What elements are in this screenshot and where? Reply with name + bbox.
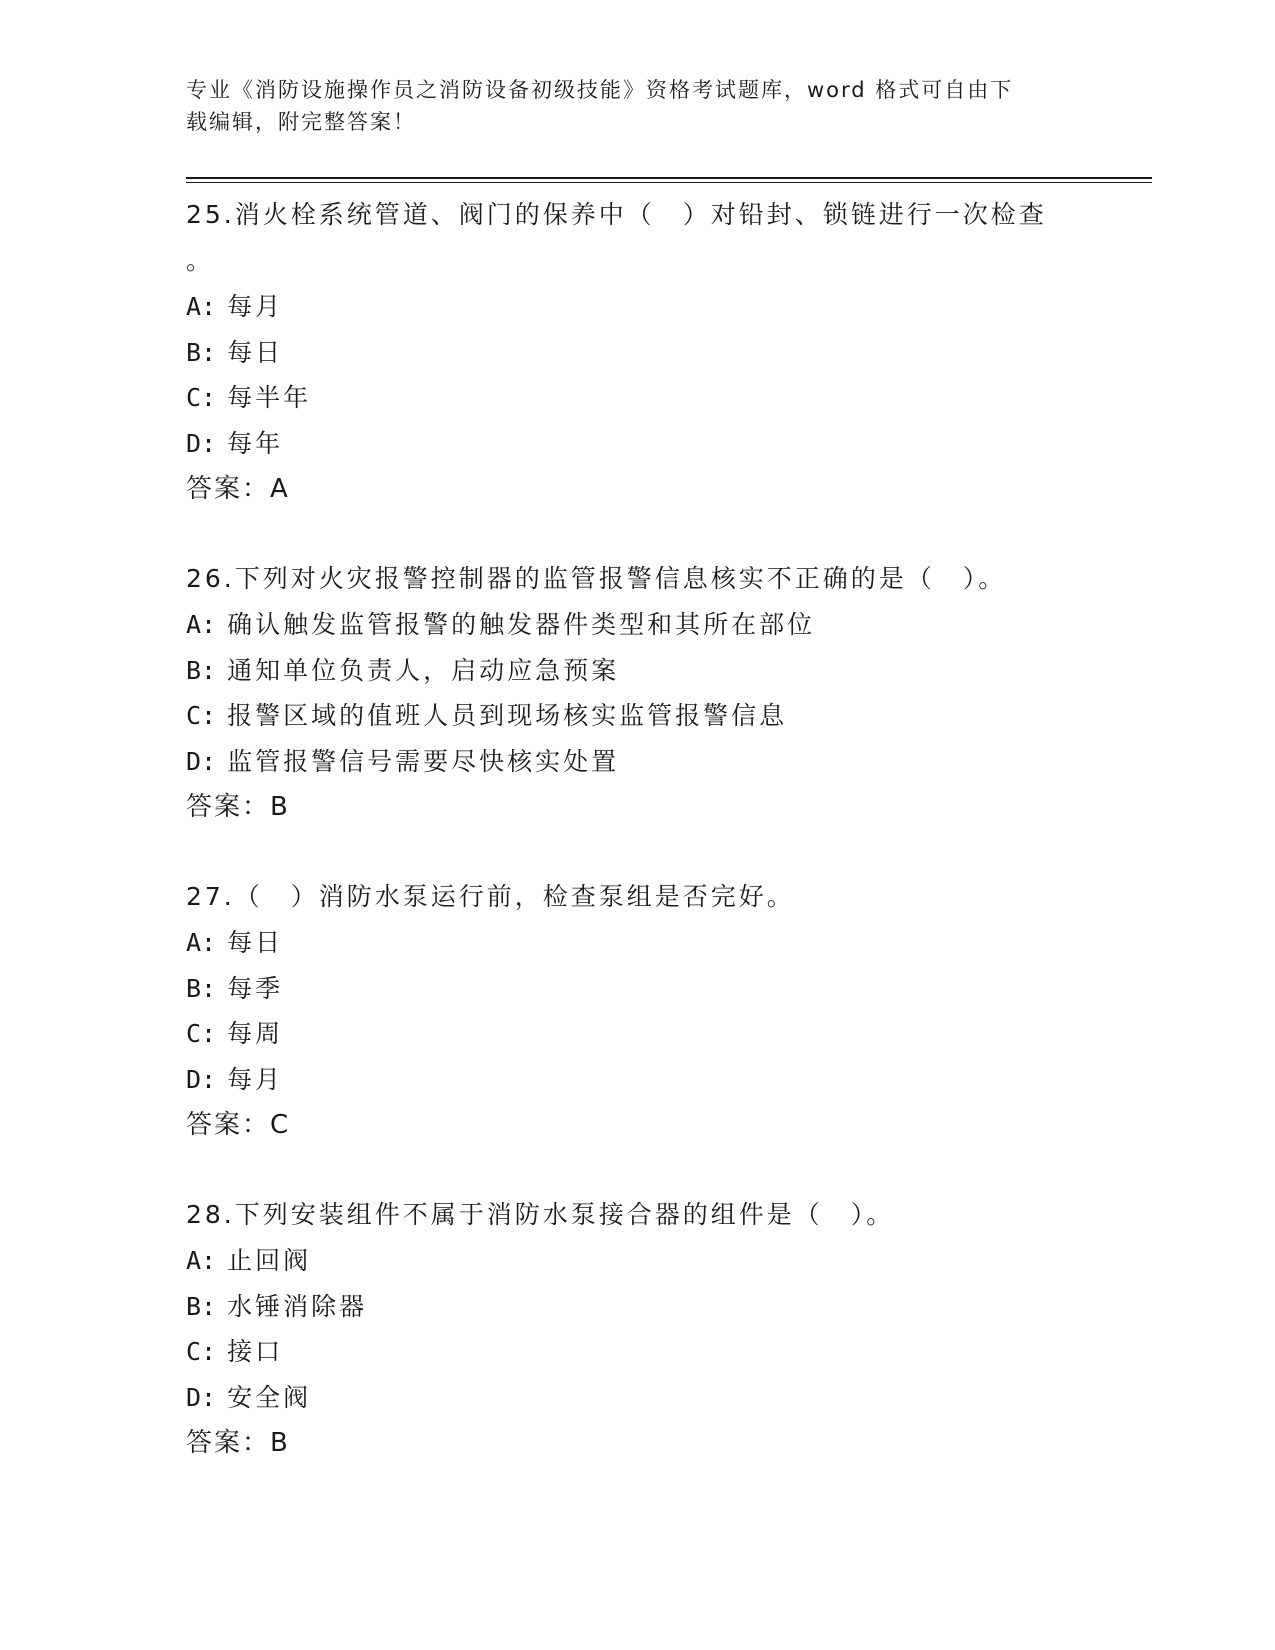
option-b [186,330,1086,376]
option-d [186,421,1086,467]
option-b [186,648,1086,694]
question-stem: 27.（ ）消防水泵运行前，检查泵组是否完好。 [186,882,795,911]
header-line-1: 专业《消防设施操作员之消防设备初级技能》资格考试题库，word 格式可自由下 [186,78,1014,102]
option-letter: A: [186,610,217,639]
header-divider-thin [186,182,1152,183]
option-letter: B: [186,1291,217,1321]
question-28 [186,1192,1086,1466]
answer-line: 答案：B [186,792,290,822]
option-c [186,693,1086,739]
option-text: 每周 [227,1019,284,1048]
option-letter: D: [186,1382,217,1412]
option-d [186,1057,1086,1103]
option-letter: D: [186,428,217,458]
answer-line: 答案：C [186,1110,291,1140]
option-text: 每月 [227,292,284,321]
option-text: 通知单位负责人，启动应急预案 [227,655,620,685]
option-letter: A: [186,928,217,957]
option-letter: A: [186,1246,217,1275]
question-25 [186,192,1086,512]
option-text: 止回阀 [227,1246,312,1275]
option-text: 每日 [227,337,284,367]
question-stem: 26.下列对火灾报警控制器的监管报警信息核实不正确的是（ ）。 [186,564,1007,593]
question-stem: 28.下列安装组件不属于消防水泵接合器的组件是（ ）。 [186,1200,895,1229]
option-text: 每年 [227,428,284,458]
option-letter: D: [186,1064,217,1094]
option-letter: D: [186,746,217,776]
option-a [186,920,1086,966]
option-letter: B: [186,655,217,685]
header-divider-thick [186,177,1152,179]
option-b [186,966,1086,1012]
question-stem-continuation: 。 [186,246,215,275]
option-c [186,1329,1086,1375]
question-stem: 25.消火栓系统管道、阀门的保养中（ ）对铅封、锁链进行一次检查 [186,200,1047,229]
option-text: 每季 [227,973,284,1003]
option-text: 确认触发监管报警的触发器件类型和其所在部位 [227,610,816,639]
option-c [186,375,1086,421]
option-d [186,739,1086,785]
option-text: 监管报警信号需要尽快核实处置 [227,746,620,776]
option-letter: C: [186,1019,217,1048]
option-text: 每半年 [227,383,312,412]
option-d [186,1375,1086,1421]
question-26 [186,556,1086,830]
option-a [186,1238,1086,1284]
header-line-2: 载编辑，附完整答案！ [186,110,416,134]
option-letter: C: [186,383,217,412]
option-a [186,602,1086,648]
option-text: 接口 [227,1337,284,1366]
question-list [186,192,1086,1510]
question-27 [186,874,1086,1148]
option-text: 水锤消除器 [227,1291,368,1321]
option-a [186,284,1086,330]
document-header [186,74,1086,138]
option-letter: B: [186,973,217,1003]
option-text: 每日 [227,928,284,957]
option-c [186,1011,1086,1057]
option-text: 安全阀 [227,1382,312,1412]
option-letter: C: [186,701,217,730]
option-letter: A: [186,292,217,321]
answer-line: 答案：B [186,1428,290,1458]
option-text: 报警区域的值班人员到现场核实监管报警信息 [227,701,788,730]
option-text: 每月 [227,1064,284,1094]
option-letter: B: [186,337,217,367]
option-letter: C: [186,1337,217,1366]
option-b [186,1284,1086,1330]
answer-line: 答案：A [186,474,290,504]
